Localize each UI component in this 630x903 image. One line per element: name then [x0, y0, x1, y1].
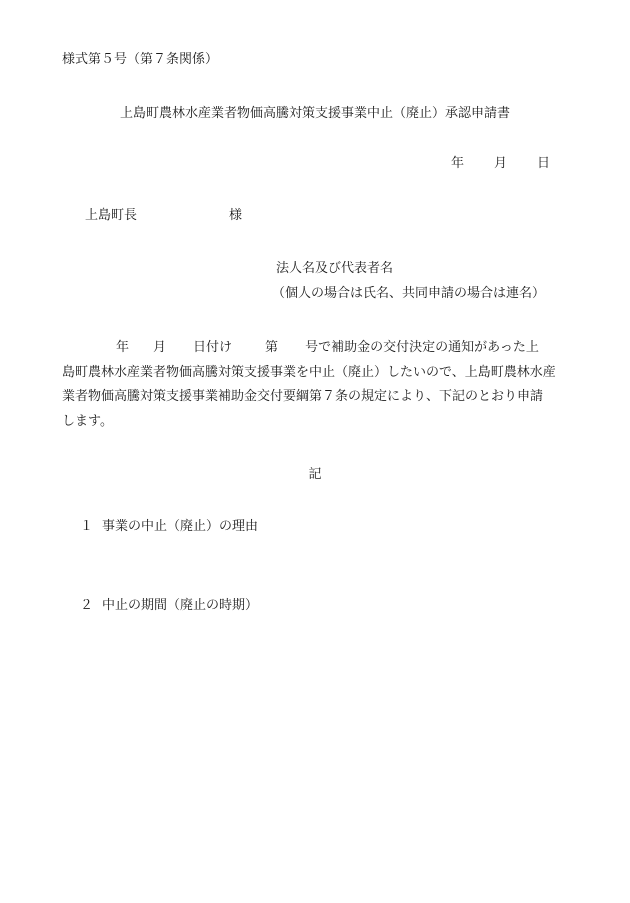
item-text: 中止の期間（廃止の時期）	[102, 598, 259, 613]
addressee-honorific: 様	[229, 208, 243, 223]
body-line-3: 業者物価高騰対策支援事業補助金交付要綱第７条の規定により、下記のとおり申請	[62, 389, 544, 404]
body-line-4: します。	[62, 413, 113, 429]
list-item	[80, 520, 258, 533]
date-day: 日	[536, 156, 550, 171]
addressee-name: 上島町長	[85, 208, 138, 223]
date-month: 月	[493, 156, 507, 171]
body-line-2: 島町農林水産業者物価高騰対策支援事業を中止（廃止）したいので、上島町農林水産	[62, 364, 556, 380]
date-line	[451, 157, 550, 170]
applicant-label: 法人名及び代表者名	[276, 261, 394, 276]
applicant-note: （個人の場合は氏名、共同申請の場合は連名）	[272, 286, 546, 301]
body-dated: 日付け	[193, 340, 233, 355]
item-number: １	[80, 519, 94, 534]
form-number: 様式第５号（第７条関係）	[62, 52, 219, 67]
ki-heading: 記	[308, 467, 322, 482]
document-title: 上島町農林水産業者物価高騰対策支援事業中止（廃止）承認申請書	[119, 106, 510, 121]
body-line-1-rest: 号で補助金の交付決定の通知があった上	[305, 340, 539, 355]
list-item	[80, 599, 258, 612]
body-year: 年	[116, 340, 130, 355]
item-number: ２	[80, 598, 94, 613]
body-line-1	[62, 336, 562, 361]
item-text: 事業の中止（廃止）の理由	[102, 519, 259, 534]
body-month: 月	[153, 340, 167, 355]
body-paragraph	[62, 336, 562, 434]
date-year: 年	[450, 156, 464, 171]
body-number-prefix: 第	[265, 340, 279, 355]
addressee	[85, 209, 242, 222]
